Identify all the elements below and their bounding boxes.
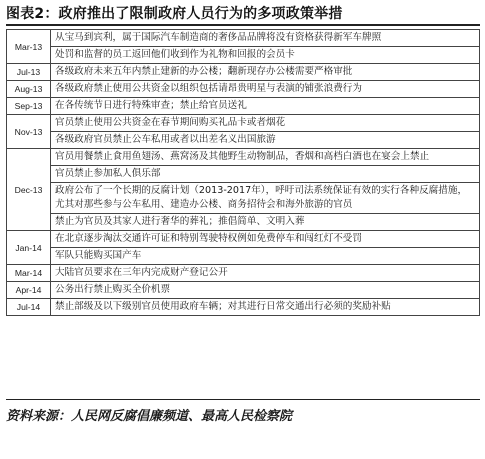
policy-item: 禁止部级及以下级别官员使用政府车辆；对其进行日常交通出行必须的奖励补贴 — [51, 299, 480, 316]
policy-item: 政府公布了一个长期的反腐计划（2013-2017年），呼吁司法系统保证有效的实行各种反腐措施，尤其对那些参与公车私用、建造办公楼、商务招待会和海外旅游的官员 — [51, 183, 480, 214]
policy-item: 官员用餐禁止食用鱼翅汤、燕窝汤及其他野生动物制品，香烟和高档白酒也在宴会上禁止 — [51, 149, 480, 166]
date-cell: Aug-13 — [7, 81, 51, 98]
policy-item: 各级政府禁止使用公共资金以组织包括请昂贵明星与表演的铺张浪费行为 — [51, 81, 480, 98]
bottom-rule — [6, 399, 480, 400]
table-row — [7, 214, 480, 231]
table-row — [7, 30, 480, 47]
figure-title: 图表2：政府推出了限制政府人员行为的多项政策举措 — [6, 6, 343, 22]
policy-item: 各级政府未来五年内禁止建新的办公楼；翻新现存办公楼需要严格审批 — [51, 64, 480, 81]
source-note: 资料来源：人民网反腐倡廉频道、最高人民检察院 — [6, 409, 293, 424]
table-row — [7, 166, 480, 183]
table-row — [7, 81, 480, 98]
table-row — [7, 64, 480, 81]
table-row — [7, 282, 480, 299]
policy-item: 大陆官员要求在三年内完成财产登记公开 — [51, 265, 480, 282]
policy-item: 处罚和监督的员工返回他们收到作为礼物和回报的会员卡 — [51, 47, 480, 64]
policy-item: 禁止为官员及其家人进行奢华的葬礼；推倡简单、文明入葬 — [51, 214, 480, 231]
table-row — [7, 231, 480, 248]
date-cell: Jan-14 — [7, 231, 51, 265]
table-row — [7, 98, 480, 115]
table-row — [7, 248, 480, 265]
table-row — [7, 299, 480, 316]
date-cell: Sep-13 — [7, 98, 51, 115]
table-row — [7, 265, 480, 282]
policy-item: 在北京逐步淘汰交通许可证和特别驾驶特权例如免费停车和闯红灯不受罚 — [51, 231, 480, 248]
table-row — [7, 149, 480, 166]
table-row — [7, 183, 480, 214]
date-cell: Mar-13 — [7, 30, 51, 64]
date-cell: Jul-13 — [7, 64, 51, 81]
policy-item: 各级政府官员禁止公车私用或者以出差名义出国旅游 — [51, 132, 480, 149]
date-cell: Dec-13 — [7, 149, 51, 231]
policy-item: 军队只能购买国产车 — [51, 248, 480, 265]
table-row — [7, 47, 480, 64]
table-row — [7, 132, 480, 149]
policy-table — [6, 29, 480, 316]
policy-item: 官员禁止使用公共资金在春节期间购买礼品卡或者烟花 — [51, 115, 480, 132]
policy-item: 官员禁止参加私人俱乐部 — [51, 166, 480, 183]
policy-item: 公务出行禁止购买全价机票 — [51, 282, 480, 299]
date-cell: Apr-14 — [7, 282, 51, 299]
title-rule — [6, 24, 480, 26]
date-cell: Nov-13 — [7, 115, 51, 149]
date-cell: Mar-14 — [7, 265, 51, 282]
table-row — [7, 115, 480, 132]
policy-item: 在各传统节日进行特殊审查；禁止给官员送礼 — [51, 98, 480, 115]
policy-item: 从宝马到宾利，属于国际汽车制造商的奢侈品品牌将没有资格获得新军车牌照 — [51, 30, 480, 47]
date-cell: Jul-14 — [7, 299, 51, 316]
